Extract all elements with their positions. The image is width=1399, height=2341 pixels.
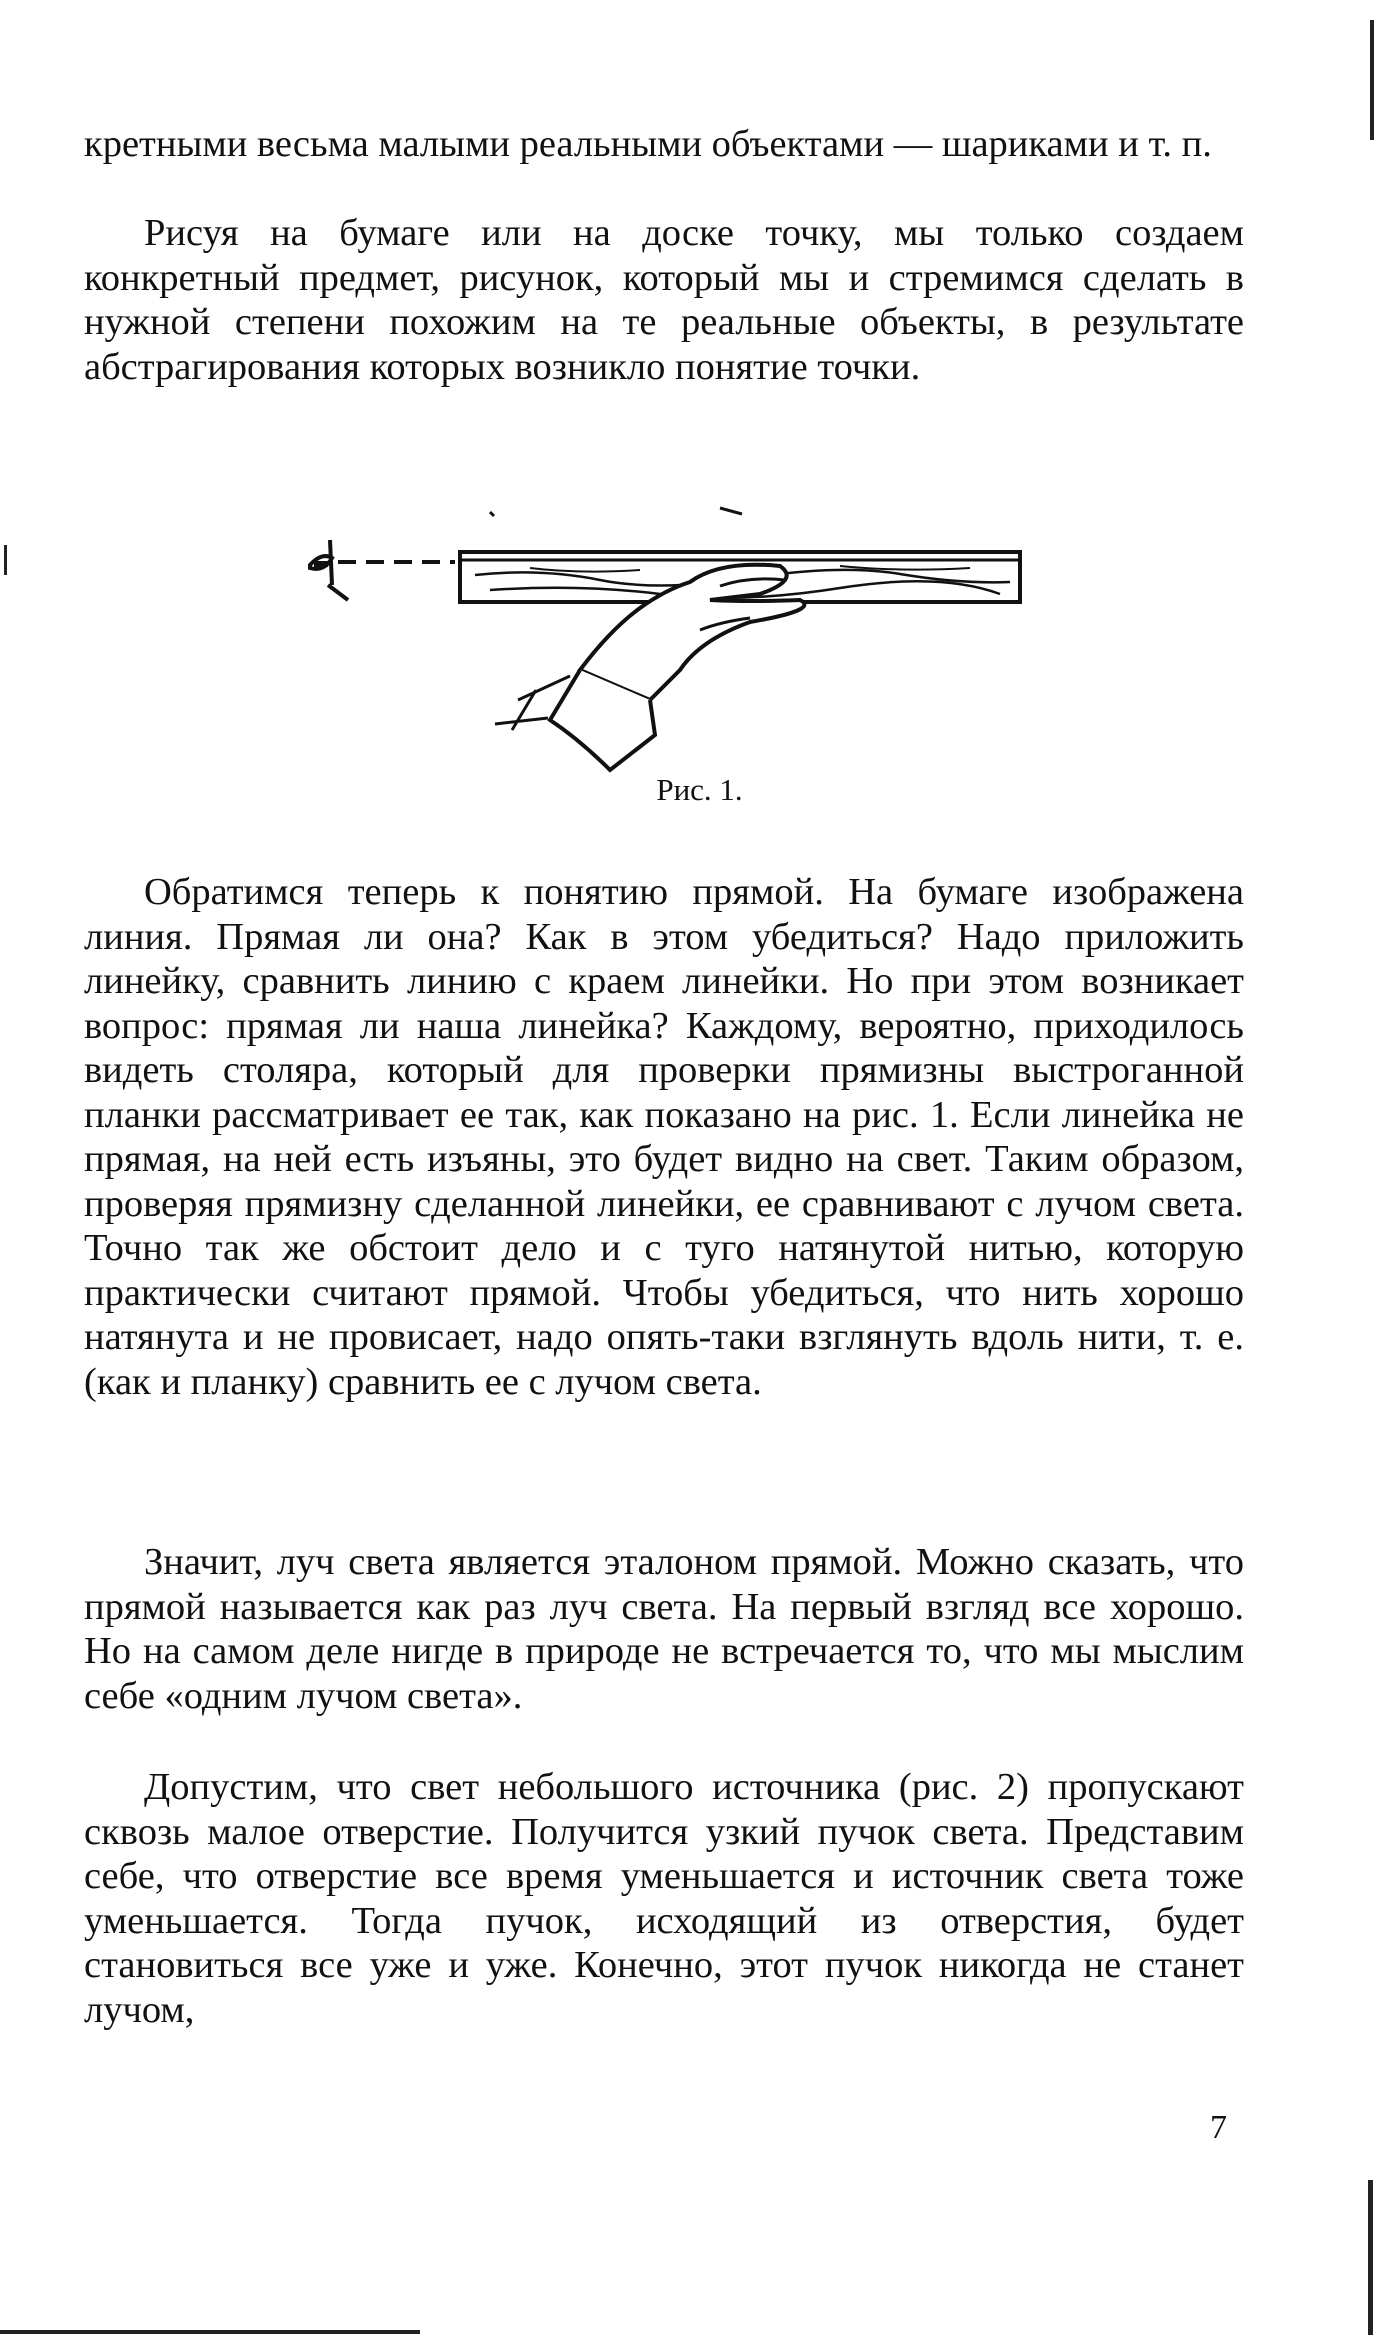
left-edge-mark [4,545,7,575]
bottom-edge-mark [0,2330,420,2334]
right-edge-mark-bottom [1368,2180,1373,2335]
paragraph-straight-line: Обратимся теперь к понятию прямой. На бумаге изображена линия. Прямая ли она? Как в этом убедиться? Надо приложить линейку, сравнить линию с краем линейки. Но при этом возникает вопрос: прямая ли наша линейка? Каждому, вероятно, приходилось видеть столяра, который для проверки прямизны выстроганной планки рассматривает ее так, как показано на рис. 1. Если линейка не прямая, на ней есть изъяны, это будет видно на свет. Таким образом, проверяя прямизну сделанной линейки, ее сравнивают с лучом света. Точно так же обстоит дело и с туго натянутой нитью, которую практически считают прямой. Чтобы убедиться, что нить хорошо натянута и не провисает, надо опять-таки взглянуть вдоль нити, т. е. (как и планку) сравнить ее с лучом света. [84,871,1244,1403]
right-edge-mark-top [1370,20,1374,140]
paragraph-continued: кретными весьма малыми реальными объектами — шариками и т. п. [84,123,1212,165]
figure-1-plank-illustration [280,490,1040,790]
hand [495,565,804,770]
eye-icon [310,540,348,600]
paragraph-small-aperture: Допустим, что свет небольшого источника (рис. 2) пропускают сквозь малое отверстие. Получится узкий пучок света. Представим себе, что отверстие все время уменьшается и источник света тоже уменьшается. Тогда пучок, исходящий из отверстия, будет становиться все уже и уже. Конечно, этот пучок никогда не станет лучом, [84,1766,1244,2031]
figure-caption: Рис. 1. [656,772,743,807]
page-number: 7 [1210,2109,1227,2146]
paragraph-point-drawing: Рисуя на бумаге или на доске точку, мы только создаем конкретный предмет, рисунок, который мы и стремимся сделать в нужной степени похожим на те реальные объекты, в результате абстрагирования которых возникло понятие точки. [84,212,1244,388]
paragraph-light-ray: Значит, луч света является эталоном прямой. Можно сказать, что прямой называется как раз луч света. На первый взгляд все хорошо. Но на самом деле нигде в природе не встречается то, что мы мыслим себе «одним лучом света». [84,1541,1244,1717]
